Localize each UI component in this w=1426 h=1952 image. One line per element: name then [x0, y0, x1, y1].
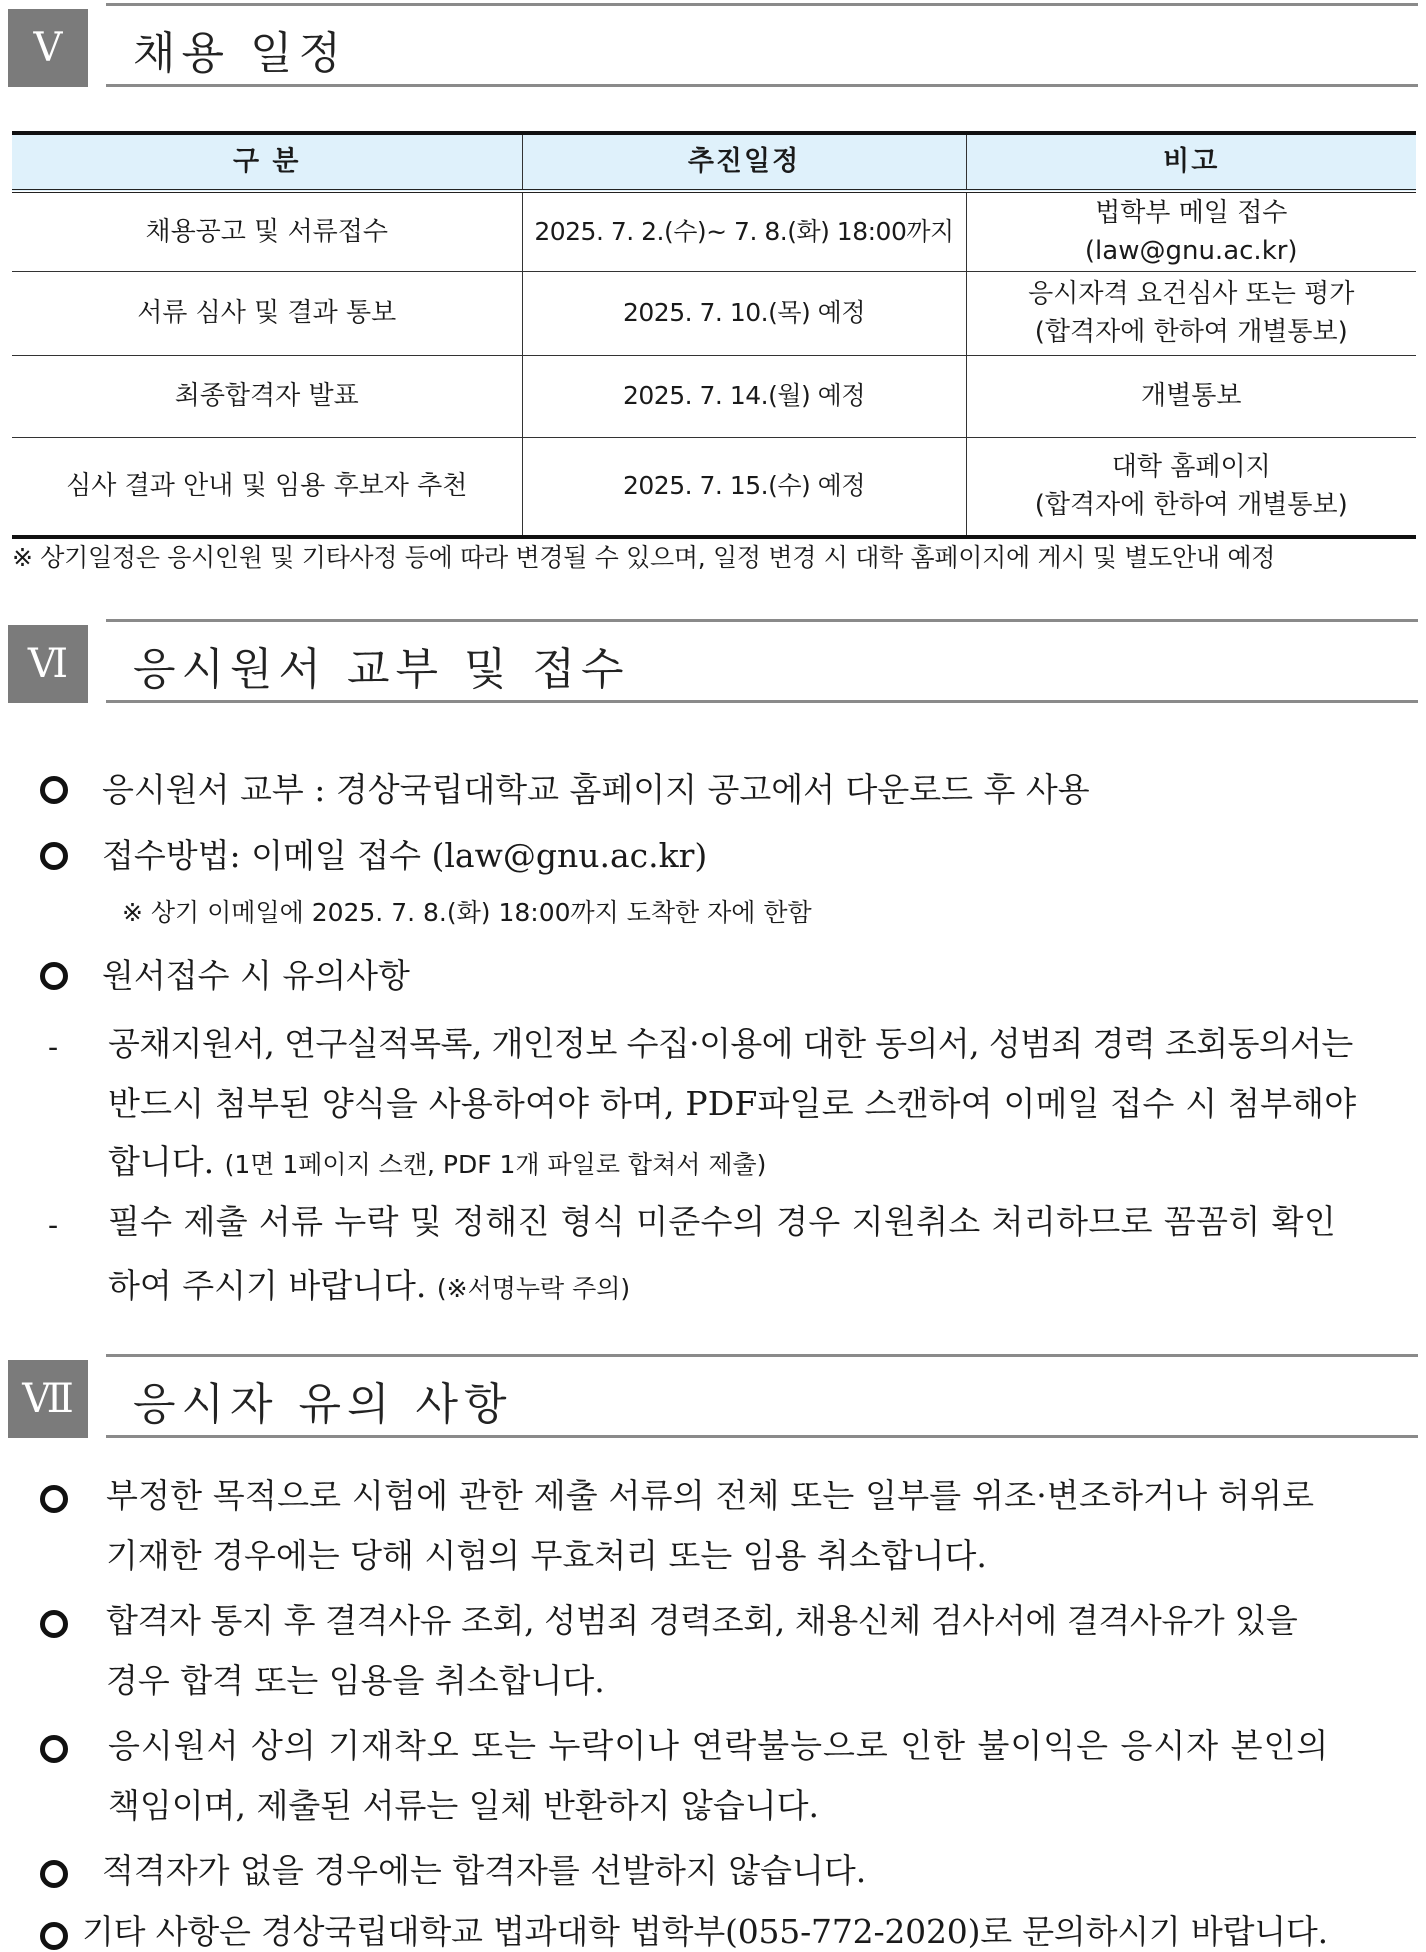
circle-bullet-icon [40, 1860, 68, 1888]
circle-bullet-icon [40, 1485, 68, 1513]
application-caution-text: 필수 제출 서류 누락 및 정해진 형식 미준수의 경우 지원취소 처리하므로 꼼꼼히 확인 [108, 1202, 1337, 1241]
column-header: 추진일정 [522, 133, 966, 191]
divider [106, 1354, 1418, 1357]
caution-item-text: 합격자 통지 후 결격사유 조회, 성범죄 경력조회, 채용신체 검사서에 결격사유가 있을 [106, 1601, 1298, 1640]
section-title: 채용 일정 [133, 28, 348, 79]
table-cell-note [966, 191, 1416, 271]
schedule-footnote: ※ 상기일정은 응시인원 및 기타사정 등에 따라 변경될 수 있으며, 일정 변경 시 대학 홈페이지에 게시 및 별도안내 예정 [12, 543, 1276, 572]
circle-bullet-icon [40, 1610, 68, 1638]
section-title: 응시원서 교부 및 접수 [133, 644, 630, 695]
table-row [12, 355, 1416, 437]
caution-item-text: 부정한 목적으로 시험에 관한 제출 서류의 전체 또는 일부를 위조·변조하거나 허위로 [106, 1476, 1315, 1515]
caution-text-main: 하여 주시기 바랍니다. [108, 1266, 427, 1305]
circle-bullet-icon [40, 842, 68, 870]
table-cell-date: 2025. 7. 2.(수)~ 7. 8.(화) 18:00까지 [522, 191, 966, 271]
table-cell-date: 2025. 7. 15.(수) 예정 [522, 437, 966, 537]
divider [106, 3, 1418, 6]
table-cell-date: 2025. 7. 10.(목) 예정 [522, 271, 966, 355]
application-distribution: 응시원서 교부 : 경상국립대학교 홈페이지 공고에서 다운로드 후 사용 [102, 770, 1090, 809]
table-cell-category: 심사 결과 안내 및 임용 후보자 추천 [12, 437, 522, 537]
caution-item-text: 기타 사항은 경상국립대학교 법과대학 법학부(055-772-2020)로 문의하시기 바랍니다. [82, 1912, 1328, 1951]
schedule-table [12, 131, 1416, 539]
table-cell-note [966, 271, 1416, 355]
caution-item-text: 경우 합격 또는 임용을 취소합니다. [106, 1661, 605, 1700]
section-title: 응시자 유의 사항 [133, 1379, 513, 1430]
circle-bullet-icon [40, 962, 68, 990]
note-line: 대학 홈페이지 [1111, 452, 1271, 483]
divider [106, 1435, 1418, 1438]
application-caution-text [108, 1256, 630, 1319]
application-caution-text: 반드시 첨부된 양식을 사용하여야 하며, PDF파일로 스캔하여 이메일 접수 시 첨부해야 [108, 1084, 1357, 1123]
dash-bullet: - [48, 1208, 59, 1243]
table-row [12, 191, 1416, 271]
table-cell-note [966, 437, 1416, 537]
circle-bullet-icon [40, 776, 68, 804]
application-caution-title: 원서접수 시 유의사항 [102, 956, 410, 995]
circle-bullet-icon [40, 1735, 68, 1763]
caution-text-main: 합니다. [108, 1142, 215, 1181]
section-numeral: Ⅴ [8, 9, 88, 87]
caution-item-text: 적격자가 없을 경우에는 합격자를 선발하지 않습니다. [102, 1851, 867, 1890]
section-numeral: Ⅵ [8, 625, 88, 703]
note-line: 응시자격 요건심사 또는 평가 [1028, 279, 1355, 309]
caution-item-text: 기재한 경우에는 당해 시험의 무효처리 또는 임용 취소합니다. [106, 1536, 987, 1575]
caution-text-note: (1면 1페이지 스캔, PDF 1개 파일로 합쳐서 제출) [224, 1150, 767, 1179]
divider [106, 84, 1418, 87]
section-header-cautions [8, 1354, 1418, 1438]
table-cell-note: 개별통보 [966, 355, 1416, 437]
caution-item-text: 책임이며, 제출된 서류는 일체 반환하지 않습니다. [108, 1786, 819, 1825]
table-row [12, 271, 1416, 355]
table-cell-category: 서류 심사 및 결과 통보 [12, 271, 522, 355]
dash-bullet: - [48, 1030, 59, 1065]
application-method-note: ※ 상기 이메일에 2025. 7. 8.(화) 18:00까지 도착한 자에 한함 [122, 898, 812, 927]
application-caution-text: 공채지원서, 연구실적목록, 개인정보 수집·이용에 대한 동의서, 성범죄 경력 조회동의서는 [108, 1024, 1353, 1063]
caution-item-text: 응시원서 상의 기재착오 또는 누락이나 연락불능으로 인한 불이익은 응시자 본인의 [108, 1726, 1330, 1765]
section-numeral: Ⅶ [8, 1360, 88, 1438]
divider [106, 700, 1418, 703]
table-cell-date: 2025. 7. 14.(월) 예정 [522, 355, 966, 437]
application-method: 접수방법: 이메일 접수 (law@gnu.ac.kr) [102, 836, 708, 875]
section-header-schedule [8, 3, 1418, 87]
circle-bullet-icon [40, 1922, 68, 1950]
note-line: (합격자에 한하여 개별통보) [1034, 317, 1348, 347]
application-caution-text [108, 1132, 766, 1195]
table-row [12, 437, 1416, 537]
table-cell-category: 채용공고 및 서류접수 [12, 191, 522, 271]
section-header-application [8, 619, 1418, 703]
table-cell-category: 최종합격자 발표 [12, 355, 522, 437]
column-header: 비고 [966, 133, 1416, 191]
divider [106, 619, 1418, 622]
note-line: 법학부 메일 접수 [1095, 197, 1288, 228]
note-line: (law@gnu.ac.kr) [1084, 235, 1298, 266]
note-line: (합격자에 한하여 개별통보) [1034, 490, 1348, 521]
caution-text-note: (※서명누락 주의) [436, 1274, 631, 1303]
table-header-row [12, 133, 1416, 191]
column-header: 구 분 [12, 133, 522, 191]
